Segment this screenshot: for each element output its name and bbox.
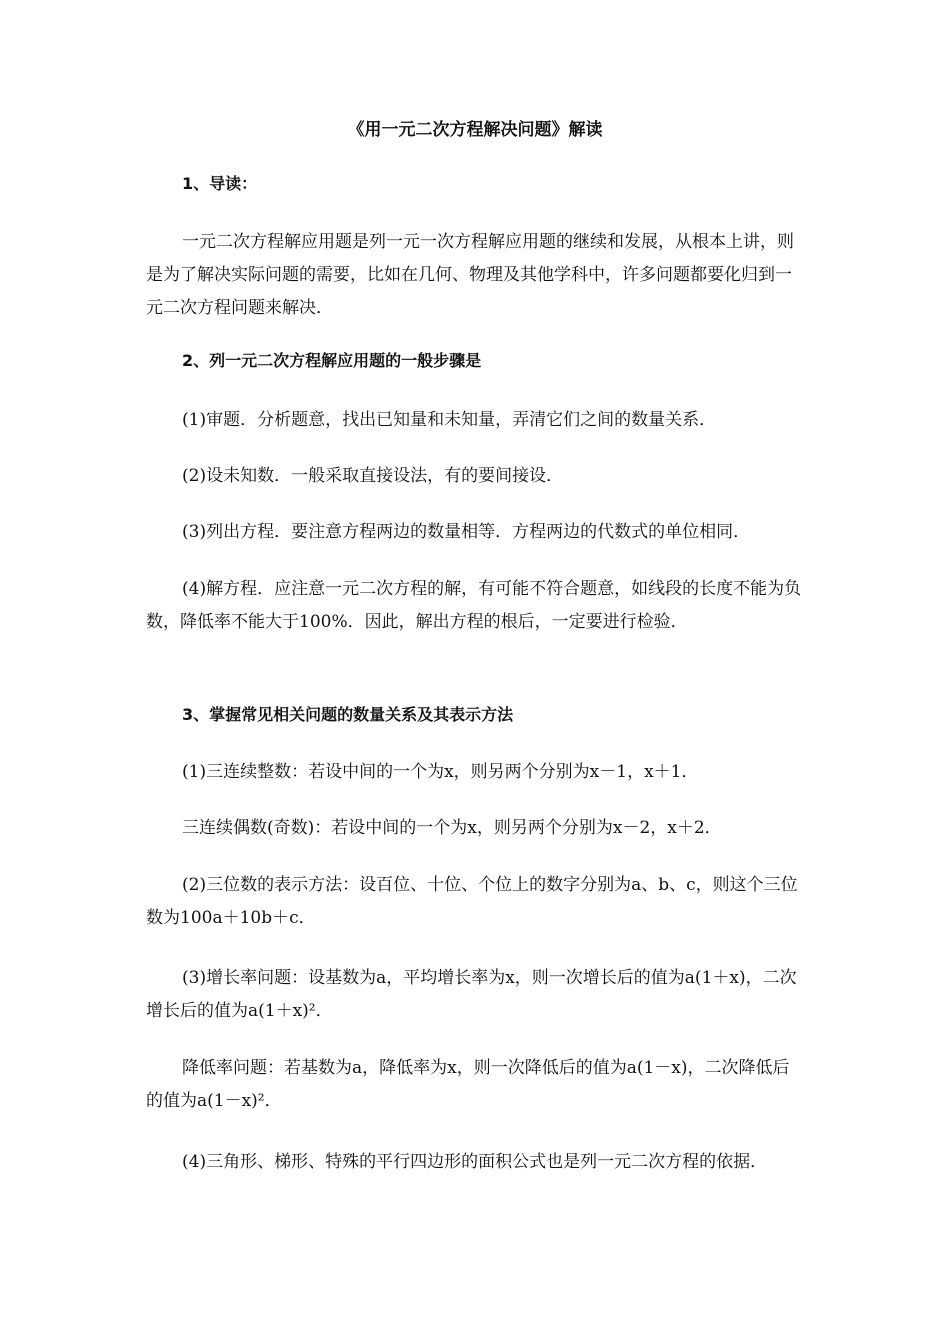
step-2-paragraph: (2)设未知数．一般采取直接设法，有的要间接设． (182, 466, 564, 486)
section-heading-steps: 2、列一元二次方程解应用题的一般步骤是 (182, 351, 482, 370)
growth-rate-paragraph: (3)增长率问题：设基数为a，平均增长率为x，则一次增长后的值为a(1＋x)，二次增长后的值为a(1＋x)²． (146, 968, 797, 1021)
three-digit-paragraph: (2)三位数的表示方法：设百位、十位、个位上的数字分别为a、b、c，则这个三位数为100a＋10b＋c． (146, 875, 798, 928)
step-3-paragraph: (3)列出方程．要注意方程两边的数量相等．方程两边的代数式的单位相同． (182, 522, 751, 542)
document-title: 《用一元二次方程解决问题》解读 (347, 120, 603, 140)
area-formula-paragraph: (4)三角形、梯形、特殊的平行四边形的面积公式也是列一元二次方程的依据． (182, 1152, 768, 1172)
consecutive-integers-paragraph: (1)三连续整数：若设中间的一个为x，则另两个分别为x－1，x＋1． (182, 762, 699, 782)
step-4-paragraph: (4)解方程．应注意一元二次方程的解，有可能不符合题意，如线段的长度不能为负数，降低率不能大于100%．因此，解出方程的根后，一定要进行检验． (146, 579, 802, 632)
section-heading-relations: 3、掌握常见相关问题的数量关系及其表示方法 (182, 705, 514, 724)
intro-paragraph: 一元二次方程解应用题是列一元一次方程解应用题的继续和发展，从根本上讲，则是为了解决实际问题的需要，比如在几何、物理及其他学科中，许多问题都要化归到一元二次方程问题来解决． (146, 232, 794, 318)
decline-rate-paragraph: 降低率问题：若基数为a，降低率为x，则一次降低后的值为a(1－x)，二次降低后的值为a(1－x)²． (146, 1058, 790, 1111)
step-1-paragraph: (1)审题．分析题意，找出已知量和未知量，弄清它们之间的数量关系． (182, 410, 717, 430)
section-heading-intro: 1、导读： (182, 174, 258, 193)
consecutive-even-paragraph: 三连续偶数(奇数)：若设中间的一个为x，则另两个分别为x－2，x＋2． (182, 818, 722, 838)
